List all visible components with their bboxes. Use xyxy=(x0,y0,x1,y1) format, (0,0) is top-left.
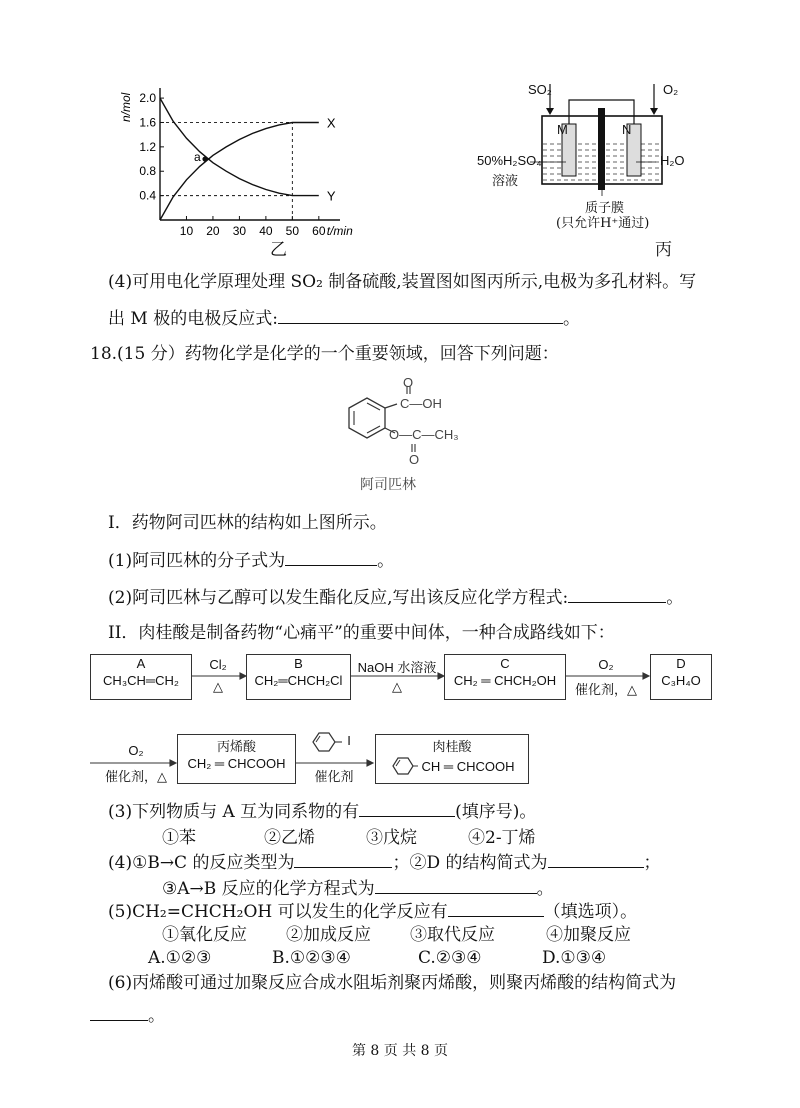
cinnamic-acid-label: 肉桂酸 xyxy=(432,739,472,754)
compound-a-formula: CH₃CH═CH₂ xyxy=(103,673,179,688)
q18-q5-end: （填选项）。 xyxy=(543,902,638,922)
compound-b-label: B xyxy=(294,656,303,671)
answer-blank-reaction-type[interactable] xyxy=(294,851,392,868)
arrow2-top: NaOH 水溶液 xyxy=(357,660,437,675)
compound-cinnamic-acid xyxy=(375,734,529,784)
q18-q5-text: (5)CH₂=CHCH₂OH 可以发生的化学反应有 xyxy=(108,902,448,922)
q18-q5-choices xyxy=(148,947,606,969)
q18-q5-reactions xyxy=(162,924,631,946)
arrow4-bottom: 催化剂，△ xyxy=(105,769,167,784)
q18-header: 18.(15 分）药物化学是化学的一个重要领域，回答下列问题： xyxy=(90,344,559,364)
compound-b xyxy=(246,654,351,700)
answer-blank-a-to-b[interactable] xyxy=(375,877,537,894)
label-h2o: H₂O xyxy=(660,153,685,168)
q18-q2-end: 。 xyxy=(666,588,684,608)
reaction-polymerization: ④加聚反应 xyxy=(546,925,631,945)
reaction-addition: ②加成反应 xyxy=(286,925,371,945)
cinnamic-acid-formula-row xyxy=(376,755,528,777)
option-ethylene: ②乙烯 xyxy=(264,828,315,848)
caption-yi: 乙 xyxy=(270,240,287,260)
x-tick-label: 30 xyxy=(232,224,247,238)
aspirin-o-top: O xyxy=(403,375,414,390)
q17-4-end: 。 xyxy=(562,309,580,329)
y-tick-label: 2.0 xyxy=(139,91,156,106)
compound-c-formula: CH₂ ═ CHCH₂OH xyxy=(453,673,557,688)
y-axis-label: n/mol xyxy=(119,92,133,122)
compound-c-label: C xyxy=(500,656,510,671)
compound-d-formula: C₃H₄O xyxy=(661,673,701,688)
compound-d xyxy=(650,654,712,700)
arrow5-bottom: 催化剂 xyxy=(314,769,354,784)
label-membrane-1: 质子膜 xyxy=(585,201,625,216)
option-pentane: ③戊烷 xyxy=(366,828,417,848)
q18-q6-end: 。 xyxy=(148,1006,165,1026)
answer-blank-polyacrylic[interactable] xyxy=(90,1004,148,1021)
compound-a-label: A xyxy=(136,656,146,671)
q18-q3-end: (填序号)。 xyxy=(455,802,537,822)
iodobenzene-icon xyxy=(310,730,344,754)
aspirin-caption: 阿司匹林 xyxy=(360,477,416,493)
x-tick-label: 60 xyxy=(312,224,326,238)
series-label-x: X xyxy=(326,115,336,131)
choice-b: B.①②③④ xyxy=(272,948,351,968)
series-label-y: Y xyxy=(326,188,336,204)
q18-q4a-text: (4)①B→C 的反应类型为 xyxy=(108,853,295,873)
arrow1-bottom: △ xyxy=(213,679,223,694)
compound-c xyxy=(444,654,566,700)
y-tick-label: 1.2 xyxy=(139,139,156,154)
arrow1-top: Cl₂ xyxy=(209,657,227,672)
aspirin-o-c-ch3: O—C—CH₃ xyxy=(389,427,459,442)
x-tick-label: 50 xyxy=(285,224,300,238)
answer-blank-d-structure[interactable] xyxy=(548,851,644,868)
arrow2-bottom: △ xyxy=(392,679,402,694)
benzene-ring-icon xyxy=(390,755,418,777)
caption-bing: 丙 xyxy=(655,240,672,260)
acrylic-acid-label: 丙烯酸 xyxy=(216,739,256,754)
q18-q3 xyxy=(108,800,536,823)
label-n: N xyxy=(622,122,632,137)
q18-q5 xyxy=(108,900,637,923)
option-benzene: ①苯 xyxy=(162,828,196,848)
answer-blank-reactions[interactable] xyxy=(448,900,544,917)
q18-part1: I．药物阿司匹林的结构如上图所示。 xyxy=(108,513,387,533)
q18-part2: II．肉桂酸是制备药物“心痛平”的重要中间体，一种合成路线如下： xyxy=(108,623,615,643)
acrylic-acid-formula: CH₂ ═ CHCOOH xyxy=(187,756,286,771)
x-tick-label: 10 xyxy=(179,224,194,238)
q18-q4c-text: ③A→B 反应的化学方程式为 xyxy=(162,879,375,899)
choice-a: A.①②③ xyxy=(148,948,212,968)
arrow4-top: O₂ xyxy=(128,743,144,758)
label-solution-2: 溶液 xyxy=(492,174,519,189)
page-footer: 第 8 页 共 8 页 xyxy=(351,1043,449,1059)
y-tick-label: 0.4 xyxy=(139,188,156,203)
x-axis-label: t/min xyxy=(326,224,353,238)
q18-q1-text: (1)阿司匹林的分子式为 xyxy=(108,551,286,571)
q18-q3-options xyxy=(162,827,536,849)
q18-q6-line2 xyxy=(90,1004,165,1027)
label-m: M xyxy=(557,122,568,137)
arrow5-top: I xyxy=(347,733,351,748)
point-a-label: a xyxy=(194,150,201,165)
arrow3-top: O₂ xyxy=(598,657,614,672)
q18-q4c-end: 。 xyxy=(536,879,554,899)
q17-4-line1: (4)可用电化学原理处理 SO₂ 制备硫酸,装置图如图丙所示,电极为多孔材料。写 xyxy=(108,272,697,292)
label-membrane-2: (只允许H⁺通过) xyxy=(556,216,650,231)
choice-c: C.②③④ xyxy=(418,948,482,968)
q18-q6-line1: (6)丙烯酸可通过加聚反应合成水阻垢剂聚丙烯酸，则聚丙烯酸的结构简式为 xyxy=(108,973,677,993)
label-solution-1: 50%H₂SO₄ xyxy=(477,153,542,168)
q18-q4-line1 xyxy=(108,851,661,874)
q18-q4b-end: ； xyxy=(643,853,661,873)
cinnamic-acid-formula: CH ═ CHCOOH xyxy=(421,758,515,774)
choice-d: D.①③④ xyxy=(542,948,607,968)
answer-blank-homolog[interactable] xyxy=(359,800,455,817)
y-tick-label: 1.6 xyxy=(139,115,156,130)
q17-4-text: 出 M 极的电极反应式: xyxy=(108,309,278,329)
compound-b-formula: CH₂═CHCH₂Cl xyxy=(254,673,343,688)
q18-q1-end: 。 xyxy=(377,551,395,571)
q18-q4-line2 xyxy=(162,877,554,900)
q18-q4b-text: ；②D 的结构简式为 xyxy=(392,853,548,873)
y-tick-label: 0.8 xyxy=(139,164,156,179)
compound-d-label: D xyxy=(676,656,686,671)
option-2-butene: ④2-丁烯 xyxy=(468,828,536,848)
q18-q2-text: (2)阿司匹林与乙醇可以发生酯化反应,写出该反应化学方程式: xyxy=(108,588,569,608)
label-o2: O₂ xyxy=(663,82,679,97)
x-tick-label: 20 xyxy=(206,224,220,238)
aspirin-c-oh: C—OH xyxy=(400,396,442,411)
aspirin-o-bottom: O xyxy=(409,452,420,467)
x-tick-label: 40 xyxy=(259,224,273,238)
reaction-substitution: ③取代反应 xyxy=(410,925,495,945)
reaction-oxidation: ①氧化反应 xyxy=(162,925,247,945)
compound-acrylic-acid xyxy=(177,734,296,784)
q18-q3-text: (3)下列物质与 A 互为同系物的有 xyxy=(108,802,360,822)
arrow3-bottom: 催化剂，△ xyxy=(575,682,637,697)
label-so2: SO₂ xyxy=(528,82,552,97)
